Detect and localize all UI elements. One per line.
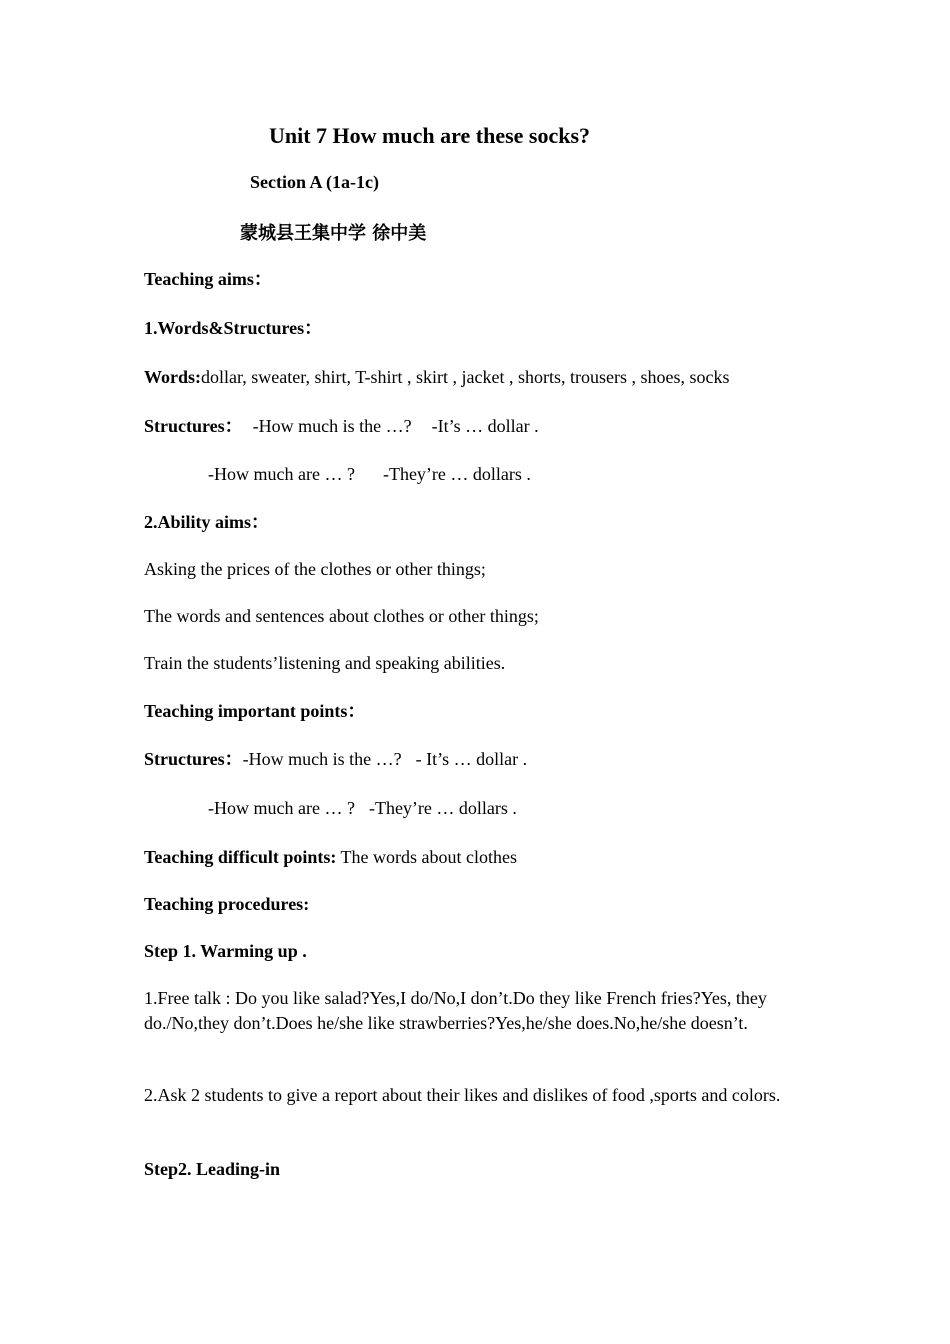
ability-item-2: The words and sentences about clothes or other things;: [144, 606, 539, 626]
structures-label: Structures：: [144, 416, 243, 436]
ability-item-3: Train the students’listening and speaking abilities.: [144, 653, 506, 673]
structures-question-2: -How much are … ?: [208, 464, 355, 484]
structures-line-1: [144, 414, 539, 438]
difficult-points-label: Teaching difficult points:: [144, 847, 337, 867]
section-subtitle: Section A (1a-1c): [250, 172, 379, 192]
important-structures-label: Structures：: [144, 749, 243, 769]
step1-free-talk: 1.Free talk : Do you like salad?Yes,I do/No,I don’t.Do they like French fries?Yes, they do./No,they don’t.Does he/she like strawberries?Yes,he/she does.No,he/she doesn’t.: [144, 988, 767, 1033]
author-line: 蒙城县王集中学 徐中美: [240, 223, 427, 244]
important-points-heading: Teaching important points：: [144, 701, 366, 721]
words-line: [144, 365, 730, 389]
step2-heading: Step2. Leading-in: [144, 1159, 281, 1179]
document-title: Unit 7 How much are these socks?: [269, 123, 591, 148]
difficult-points-line: [144, 845, 517, 869]
ability-aims-heading: 2.Ability aims：: [144, 512, 270, 532]
procedures-heading: Teaching procedures:: [144, 894, 310, 914]
teaching-aims-heading: Teaching aims：: [144, 269, 272, 289]
ability-item-1: Asking the prices of the clothes or other things;: [144, 559, 486, 579]
structures-answer-1: -It’s … dollar .: [431, 416, 539, 436]
important-question-2: -How much are … ?: [208, 798, 355, 818]
words-structures-heading: 1.Words&Structures：: [144, 318, 323, 338]
structures-line-2: [208, 462, 531, 486]
important-answer-1: - It’s … dollar .: [415, 749, 528, 769]
words-label: Words:: [144, 367, 202, 387]
structures-question-1: -How much is the …?: [252, 416, 412, 436]
important-structures-line-1: [144, 747, 527, 771]
difficult-points-text: The words about clothes: [336, 847, 518, 867]
step1-heading: Step 1. Warming up .: [144, 941, 307, 961]
important-question-1: -How much is the …?: [242, 749, 402, 769]
structures-answer-2: -They’re … dollars .: [382, 464, 531, 484]
words-text: dollar, sweater, shirt, T-shirt , skirt , jacket , shorts, trousers , shoes, socks: [201, 367, 730, 387]
important-answer-2: -They’re … dollars .: [368, 798, 517, 818]
step1-report: 2.Ask 2 students to give a report about their likes and dislikes of food ,sports and colors.: [144, 1085, 781, 1105]
important-structures-line-2: [208, 796, 517, 820]
